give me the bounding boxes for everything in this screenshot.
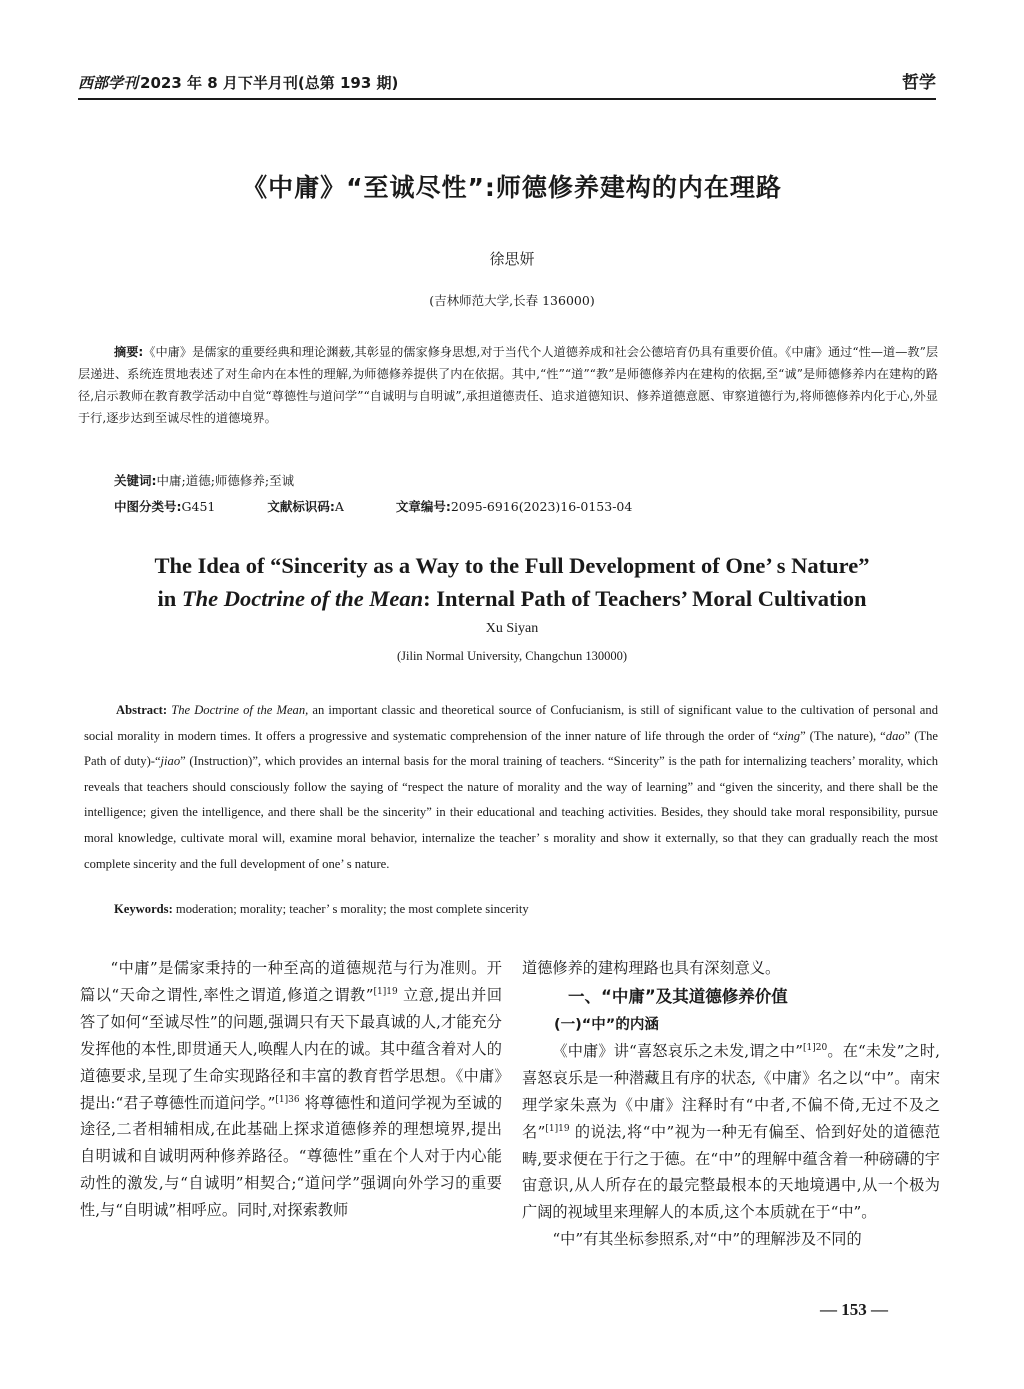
citation-ref: [1]19 — [373, 986, 398, 997]
page-number: — 153 — — [820, 1300, 888, 1319]
abstract-en-label: Abstract: — [116, 703, 168, 717]
subsection-heading: (一)“中”的内涵 — [554, 1016, 659, 1033]
body-text: 立意,提出并回答了如何“至诚尽性”的问题,强调只有天下最真诚的人,才能充分发挥他的本性,即贯通天人,唤醒人内在的诚。其中蕴含着对人的道德要求,呈现了生命实现路径和丰富的教育哲学思想。《中庸》提出:“君子尊德性而道问学。” — [80, 985, 503, 1112]
title-en-suffix: : Internal Path of Teachers’ Moral Cultivation — [423, 586, 867, 611]
citation-ref: [1]36 — [275, 1094, 300, 1105]
author-zh: 徐思妍 — [489, 250, 535, 268]
abstract-en-book: The Doctrine of the Mean, — [171, 703, 309, 717]
affiliation-en: (Jilin Normal University, Changchun 130000) — [396, 649, 628, 663]
affiliation-zh: (吉林师范大学,长春 136000) — [429, 293, 595, 308]
clc-label: 中图分类号: — [114, 499, 182, 514]
title-en-prefix: in — [157, 586, 182, 611]
header-journal — [78, 72, 398, 93]
keywords-zh-label: 关键词: — [114, 473, 157, 488]
body-paragraph — [522, 1038, 940, 1226]
body-text: 的说法,将“中”视为一种无有偏至、恰到好处的道德范畴,要求便在于行之于德。在“中”的理解中蕴含着一种磅礴的宇宙意识,从人所存在的最完整最根本的天地境遇中,从一个极为广阔的视域里来理解人的本质,这个本质就在于“中”。 — [522, 1122, 941, 1222]
term-xing: xing — [778, 728, 801, 743]
document-code-value: A — [334, 499, 344, 514]
abstract-en — [84, 698, 938, 877]
abstract-zh-label: 摘要: — [114, 345, 144, 359]
term-dao: dao — [885, 728, 905, 743]
header-issue: 2023 年 8 月下半月刊(总第 193 期) — [140, 74, 399, 92]
title-en-line2 — [0, 582, 1024, 615]
body-paragraph: 道德修养的建构理路也具有深刻意义。 — [522, 959, 781, 977]
document-code-label: 文献标识码: — [267, 499, 335, 514]
body-text: 。在“未发”之时,喜怒哀乐是一种潜藏且有序的状态,《中庸》名之以“中”。南宋理学家朱熹为《中庸》注释时有“中者,不偏不倚,无过不及之名” — [522, 1041, 940, 1141]
abstract-en-part4: ” (Instruction)”, which provides an internal basis for the moral training of teachers. “Sincerity” is the path for internalizing teachers’ morality, which reveals that teachers should consciously follow the saying of “respect the nature of morality and the way of learning” and “given the sincerity, and there shall be the intelligence; given the intelligence, and there shall be the sincerity” in their educational and teaching activities. Besides, they should take moral responsibility, pursue moral knowledge, cultivate moral will, examine moral behavior, internalize the teacher’ s morality and show it externally, so that they can gradually reach the most complete sincerity and the full development of one’ s nature. — [84, 754, 938, 871]
abstract-en-part3: ” (The Path of duty)-“ — [84, 728, 938, 769]
body-text: 将尊德性和道问学视为至诚的途径,二者相辅相成,在此基础上探求道德修养的理想境界,提出自明诚和自诚明两种修养路径。“尊德性”重在个人对于内心能动性的激发,与“自诚明”相契合;“道问学”强调向外学习的重要性,与“自明诚”相呼应。同时,对探索教师 — [80, 1093, 503, 1220]
keywords-en-label: Keywords: — [114, 902, 173, 916]
body-text: 《中庸》讲“喜怒哀乐之未发,谓之中” — [552, 1041, 804, 1060]
running-header — [78, 72, 936, 100]
document-code — [267, 499, 344, 514]
body-paragraph: “中”有其坐标参照系,对“中”的理解涉及不同的 — [552, 1230, 862, 1249]
header-section: 哲学 — [902, 73, 936, 93]
term-jiao: jiao — [160, 754, 181, 769]
article-number-value: 2095-6916(2023)16-0153-04 — [450, 499, 633, 514]
body-text: “中庸”是儒家秉持的一种至高的道德规范与行为准则。开篇以“天命之谓性,率性之谓道,修道之谓教” — [80, 959, 502, 1004]
abstract-en-part1: an important classic and theoretical source of Confucianism, is still of significant value to the cultivation of personal and social morality in modern times. It offers a progressive and systematic comprehension of the inner nature of life through the order of “ — [84, 703, 938, 743]
body-paragraph — [80, 955, 502, 1224]
keywords-en — [114, 902, 529, 917]
article-number-label: 文章编号: — [395, 499, 451, 514]
article-title-zh: 《中庸》“至诚尽性”:师德修养建构的内在理路 — [242, 173, 782, 202]
body-column-left — [80, 955, 502, 1224]
abstract-zh-text: 《中庸》是儒家的重要经典和理论渊薮,其彰显的儒家修身思想,对于当代个人道德养成和社会公德培育仍具有重要价值。《中庸》通过“性—道—教”层层递进、系统连贯地表述了对生命内在本性的理解,为师德修养提供了内在依据。其中,“性”“道”“教”是师德修养内在建构的依据,至“诚”是师德修养内在建构的路径,启示教师在教育教学活动中自觉“尊德性与道问学”“自诚明与自明诚”,承担道德责任、追求道德知识、修养道德意愿、审察道德行为,将师德修养内化于心,外显于行,逐步达到至诚尽性的道德境界。 — [78, 345, 939, 425]
body-column-right — [522, 955, 940, 1253]
classification-line — [114, 497, 680, 515]
title-en-book: The Doctrine of the Mean — [181, 586, 424, 611]
author-en: Xu Siyan — [485, 621, 539, 636]
keywords-zh — [114, 471, 294, 489]
abstract-en-part2: ” (The nature), “ — [800, 728, 886, 743]
journal-logo: 西部学刊 — [78, 74, 139, 92]
article-title-en — [0, 549, 1024, 615]
section-heading: 一、“中庸”及其道德修养价值 — [568, 986, 788, 1006]
citation-ref: [1]19 — [545, 1123, 570, 1134]
keywords-zh-text: 中庸;道德;师德修养;至诚 — [156, 473, 295, 488]
clc-value: G451 — [181, 499, 216, 514]
abstract-zh — [78, 341, 938, 429]
citation-ref: [1]20 — [803, 1042, 828, 1053]
clc-number — [114, 499, 215, 514]
title-en-line1: The Idea of “Sincerity as a Way to the Full Development of One’ s Nature” — [154, 553, 870, 578]
article-number — [396, 499, 632, 514]
keywords-en-text: moderation; morality; teacher’ s morality; the most complete sincerity — [172, 902, 529, 916]
